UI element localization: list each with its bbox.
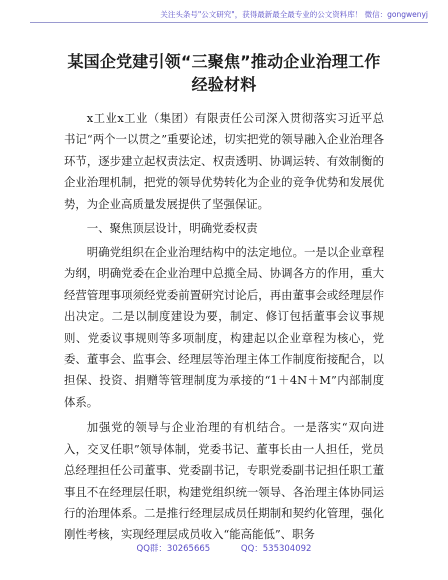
body-paragraph: 明确党组织在企业治理结构中的法定地位。一是以企业章程为纲，明确党委在企业治理中总揽全局、协调各方的作用，重大经营管理事项须经党委前置研究讨论后，再由董事会或经理层作出决定。二是以制度建设为要，制定、修订包括董事会议事规则、党委议事规则等多项制度，构建起以企业章程为核心，党委、董事会、监事会、经理层等治理主体工作制度衔接配合，以担保、投资、捐赠等管理制度为承接的“1＋4N＋M”内部制度体系。 <box>64 245 384 409</box>
footer-contact <box>0 542 448 554</box>
document-title: 某国企党建引领“三聚焦”推动企业治理工作经验材料 <box>67 52 381 94</box>
footer-qq-group: QQ群：30265665 <box>136 544 211 554</box>
header-note: 关注头条号"公文研究"，获得最新最全最专业的公文资料库！ 微信：gongwenyj <box>160 10 428 19</box>
body-paragraph: 加强党的领导与企业治理的有机结合。一是落实“双向进入，交叉任职”领导体制，党委书记、董事长由一人担任，党员总经理担任公司董事、党委副书记，专职党委副书记担任职工董事且不在经理层任职，构建党组织统一领导、各治理主体协同运行的治理体系。二是推行经理层成员任期制和契约化管理，强化刚性考核，实现经理层成员收入“能高能低”、职务 <box>64 420 384 542</box>
intro-paragraph: x工业x工业（集团）有限责任公司深入贯彻落实习近平总书记“两个一以贯之”重要论述，切实把党的领导融入企业治理各环节，逐步建立起权责法定、权责透明、协调运转、有效制衡的企业治理机制，把党的领导优势转化为企业的竞争优势和发展优势，为企业高质量发展提供了坚强保证。 <box>64 111 384 211</box>
footer-qq: QQ：535304092 <box>240 544 312 554</box>
header-divider <box>30 22 428 23</box>
section-heading: 一、聚焦顶层设计，明确党委权责 <box>86 221 258 236</box>
document-body <box>64 50 384 546</box>
